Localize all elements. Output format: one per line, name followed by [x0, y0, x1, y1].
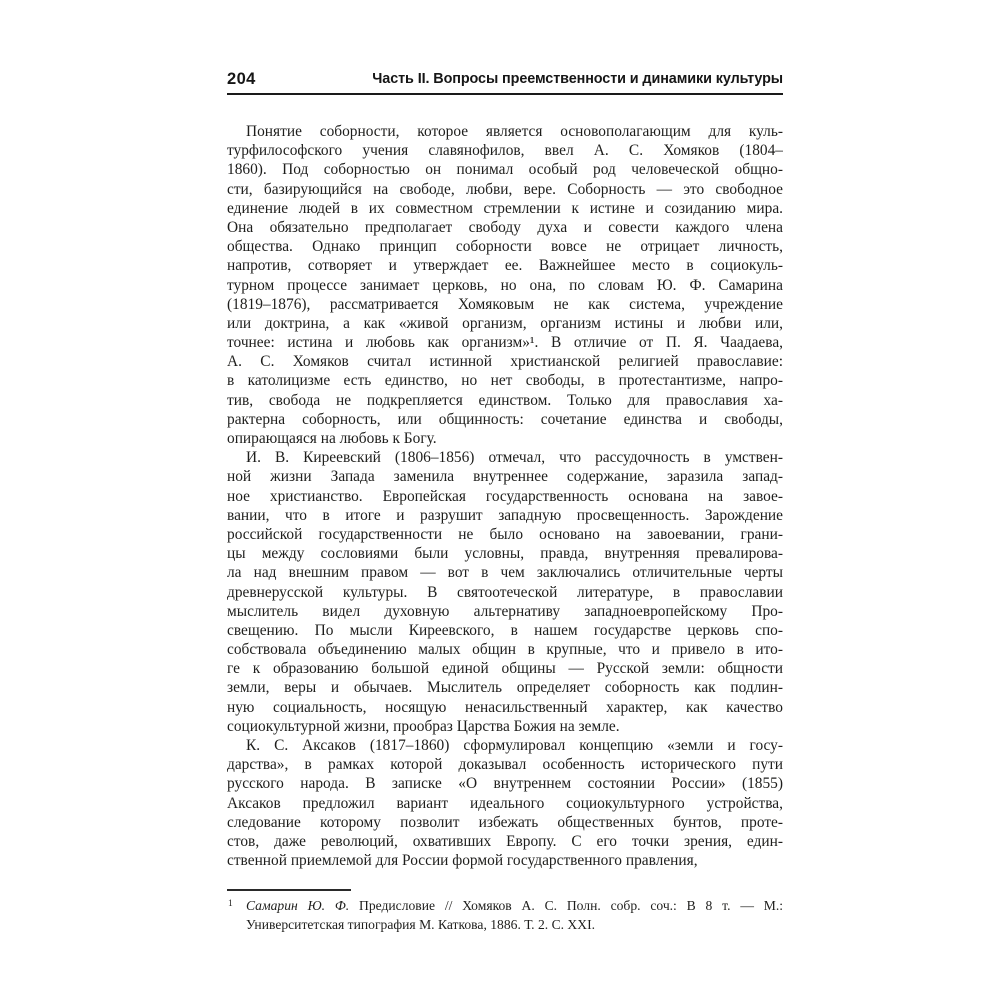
text-line: Аксаков предложил вариант идеального социокультурного устройства, — [227, 794, 783, 812]
footnote-citation-part2: Университетская типография М. Каткова, 1886. Т. 2. С. XXI. — [246, 916, 595, 932]
text-line: Понятие соборности, которое является основополагающим для куль- — [246, 123, 783, 140]
footnote-marker: 1 — [228, 899, 233, 910]
text-line: турфилософского учения славянофилов, ввел А. С. Хомяков (1804– — [227, 142, 783, 160]
text-line: земли, веры и обычаев. Мыслитель определяет соборность как подлин- — [227, 679, 783, 697]
text-line: или доктрина, а как «живой организм, организм истины и любви или, — [227, 314, 783, 332]
footnote-author: Самарин Ю. Ф. — [246, 898, 350, 914]
text-line: древнерусской культуры. В святоотеческой литературе, в православии — [227, 583, 783, 601]
text-line: российской государственности не было основано на завоевании, грани- — [227, 525, 783, 543]
paragraph — [227, 122, 783, 448]
text-line: 1860). Под соборностью он понимал особый род человеческой общно- — [227, 161, 783, 179]
text-line: тив, свобода не подкрепляется единством. Только для православия ха- — [227, 391, 783, 409]
text-line: общества. Однако принцип соборности вовсе не отрицает личность, — [227, 238, 783, 256]
footnote-text — [227, 897, 783, 934]
text-line: опирающаяся на любовь к Богу. — [227, 430, 437, 447]
text-line: сти, базирующийся на свободе, любви, вере. Соборность — это свободное — [227, 180, 783, 198]
text-line: следование которому позволит избежать общественных бунтов, проте- — [227, 813, 783, 831]
text-line: напротив, сотворяет и утверждает ее. Важнейшее место в социокуль- — [227, 257, 783, 275]
footnote — [227, 889, 783, 934]
paragraph — [227, 736, 783, 870]
footnote-separator-rule — [227, 889, 351, 891]
text-line: мыслитель видел духовную альтернативу западноевропейскому Про- — [227, 602, 783, 620]
text-line: (1819–1876), рассматривается Хомяковым не как система, учреждение — [227, 295, 783, 313]
body-text — [227, 122, 783, 870]
page-number: 204 — [227, 70, 256, 88]
text-line: социокультурной жизни, прообраз Царства Божия на земле. — [227, 717, 620, 735]
text-line: свещению. По мысли Киреевского, в нашем государстве церковь спо- — [227, 621, 783, 639]
text-line: рактерна соборность, или общинность: сочетание единства и свободы, — [227, 410, 783, 428]
text-line: стов, даже революций, охвативших Европу. С его точки зрения, един- — [227, 832, 783, 850]
text-line: точнее: истина и любовь как организм»¹. В отличие от П. Я. Чаадаева, — [227, 334, 783, 352]
footnote-line — [246, 897, 783, 916]
text-line: единение людей в их совместном стремлении к истине и созиданию мира. — [227, 199, 783, 217]
text-line: ге к образованию большой единой общины — Русской земли: общности — [227, 660, 783, 678]
text-line: цы между сословиями были условны, правда, внутренняя превалирова- — [227, 545, 783, 563]
page-content — [227, 71, 783, 935]
text-line: турном процессе занимает церковь, но она, по словам Ю. Ф. Самарина — [227, 276, 783, 294]
text-line: К. С. Аксаков (1817–1860) сформулировал концепцию «земли и госу- — [246, 737, 783, 754]
text-line: дарства», в рамках которой доказывал особенность исторического пути — [227, 756, 783, 774]
text-line: русского народа. В записке «О внутреннем состоянии России» (1855) — [227, 775, 783, 793]
text-line: А. С. Хомяков считал истинной христианской религией православие: — [227, 353, 783, 371]
running-head-title: Часть II. Вопросы преемственности и динамики культуры — [372, 71, 783, 87]
text-line: ственной приемлемой для России формой государственного правления, — [227, 852, 698, 870]
text-line: ной жизни Запада заменила внутреннее содержание, заразила запад- — [227, 468, 783, 486]
text-line: ное христианство. Европейская государственность основана на завое- — [227, 487, 783, 505]
running-header — [227, 71, 783, 95]
text-line: И. В. Киреевский (1806–1856) отмечал, что рассудочность в умствен- — [246, 449, 783, 467]
text-line: ла над внешним правом — вот в чем заключались отличительные черты — [227, 564, 783, 582]
paragraph — [227, 448, 783, 736]
text-line: вании, что в итоге и разрушит западную просвещенность. Зарождение — [227, 506, 783, 524]
text-line: ную социальность, носящую ненасильственный характер, как качество — [227, 698, 783, 716]
footnote-citation-part1: Предисловие // Хомяков А. С. Полн. собр. соч.: В 8 т. — М.: — [349, 898, 783, 914]
text-line: собствовала объединению малых общин в крупные, что и привело в ито- — [227, 641, 783, 659]
text-line: Она обязательно предполагает свободу духа и совести каждого члена — [227, 218, 783, 236]
text-line: в католицизме есть единство, но нет свободы, в протестантизме, напро- — [227, 372, 783, 390]
